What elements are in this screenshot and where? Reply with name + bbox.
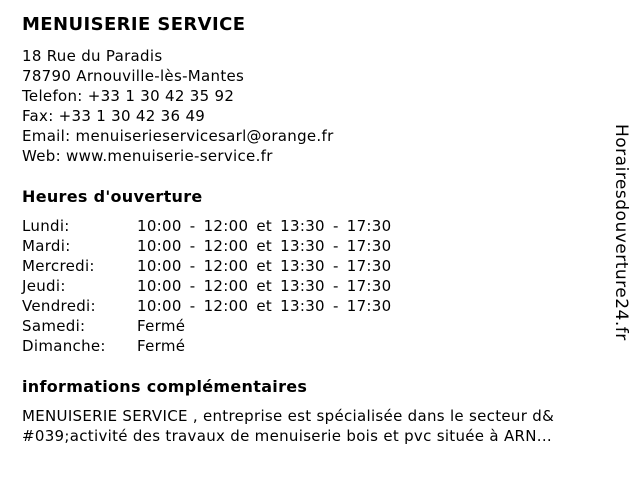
hours-row-monday [22, 216, 614, 236]
hours-row-tuesday [22, 236, 614, 256]
hours-day-label: Lundi: [22, 217, 70, 235]
hours-row-sunday [22, 336, 614, 356]
opening-hours-table [22, 216, 614, 356]
hours-time-value: 10:00 - 12:00 et 13:30 - 17:30 [137, 217, 392, 235]
website-line: Web: www.menuiserie-service.fr [22, 147, 273, 165]
hours-day-label: Jeudi: [22, 277, 66, 295]
hours-row-wednesday [22, 256, 614, 276]
business-description [22, 406, 614, 446]
address-street: 18 Rue du Paradis [22, 47, 163, 65]
hours-day-label: Mardi: [22, 237, 71, 255]
hours-time-value: 10:00 - 12:00 et 13:30 - 17:30 [137, 277, 392, 295]
hours-time-value: 10:00 - 12:00 et 13:30 - 17:30 [137, 297, 392, 315]
hours-time-value: 10:00 - 12:00 et 13:30 - 17:30 [137, 237, 392, 255]
hours-time-value: Fermé [137, 317, 186, 335]
hours-row-friday [22, 296, 614, 316]
contact-block [22, 46, 614, 166]
description-line-2: #039;activité des travaux de menuiserie bois et pvc située à ARN... [22, 427, 552, 445]
address-city: 78790 Arnouville-lès-Mantes [22, 67, 245, 85]
hours-day-label: Mercredi: [22, 257, 95, 275]
hours-row-saturday [22, 316, 614, 336]
opening-hours-heading: Heures d'ouverture [22, 187, 203, 206]
page-title: MENUISERIE SERVICE [22, 14, 246, 35]
hours-time-value: 10:00 - 12:00 et 13:30 - 17:30 [137, 257, 392, 275]
business-listing [22, 0, 614, 446]
email-line: Email: menuiserieservicesarl@orange.fr [22, 127, 334, 145]
hours-day-label: Samedi: [22, 317, 86, 335]
hours-day-label: Dimanche: [22, 337, 106, 355]
hours-time-value: Fermé [137, 337, 186, 355]
hours-day-label: Vendredi: [22, 297, 96, 315]
site-watermark: Horairesdouverture24.fr [611, 124, 631, 341]
hours-row-thursday [22, 276, 614, 296]
description-line-1: MENUISERIE SERVICE , entreprise est spécialisée dans le secteur d& [22, 407, 555, 425]
additional-info-heading: informations complémentaires [22, 377, 308, 396]
fax-line: Fax: +33 1 30 42 36 49 [22, 107, 206, 125]
phone-line: Telefon: +33 1 30 42 35 92 [22, 87, 235, 105]
